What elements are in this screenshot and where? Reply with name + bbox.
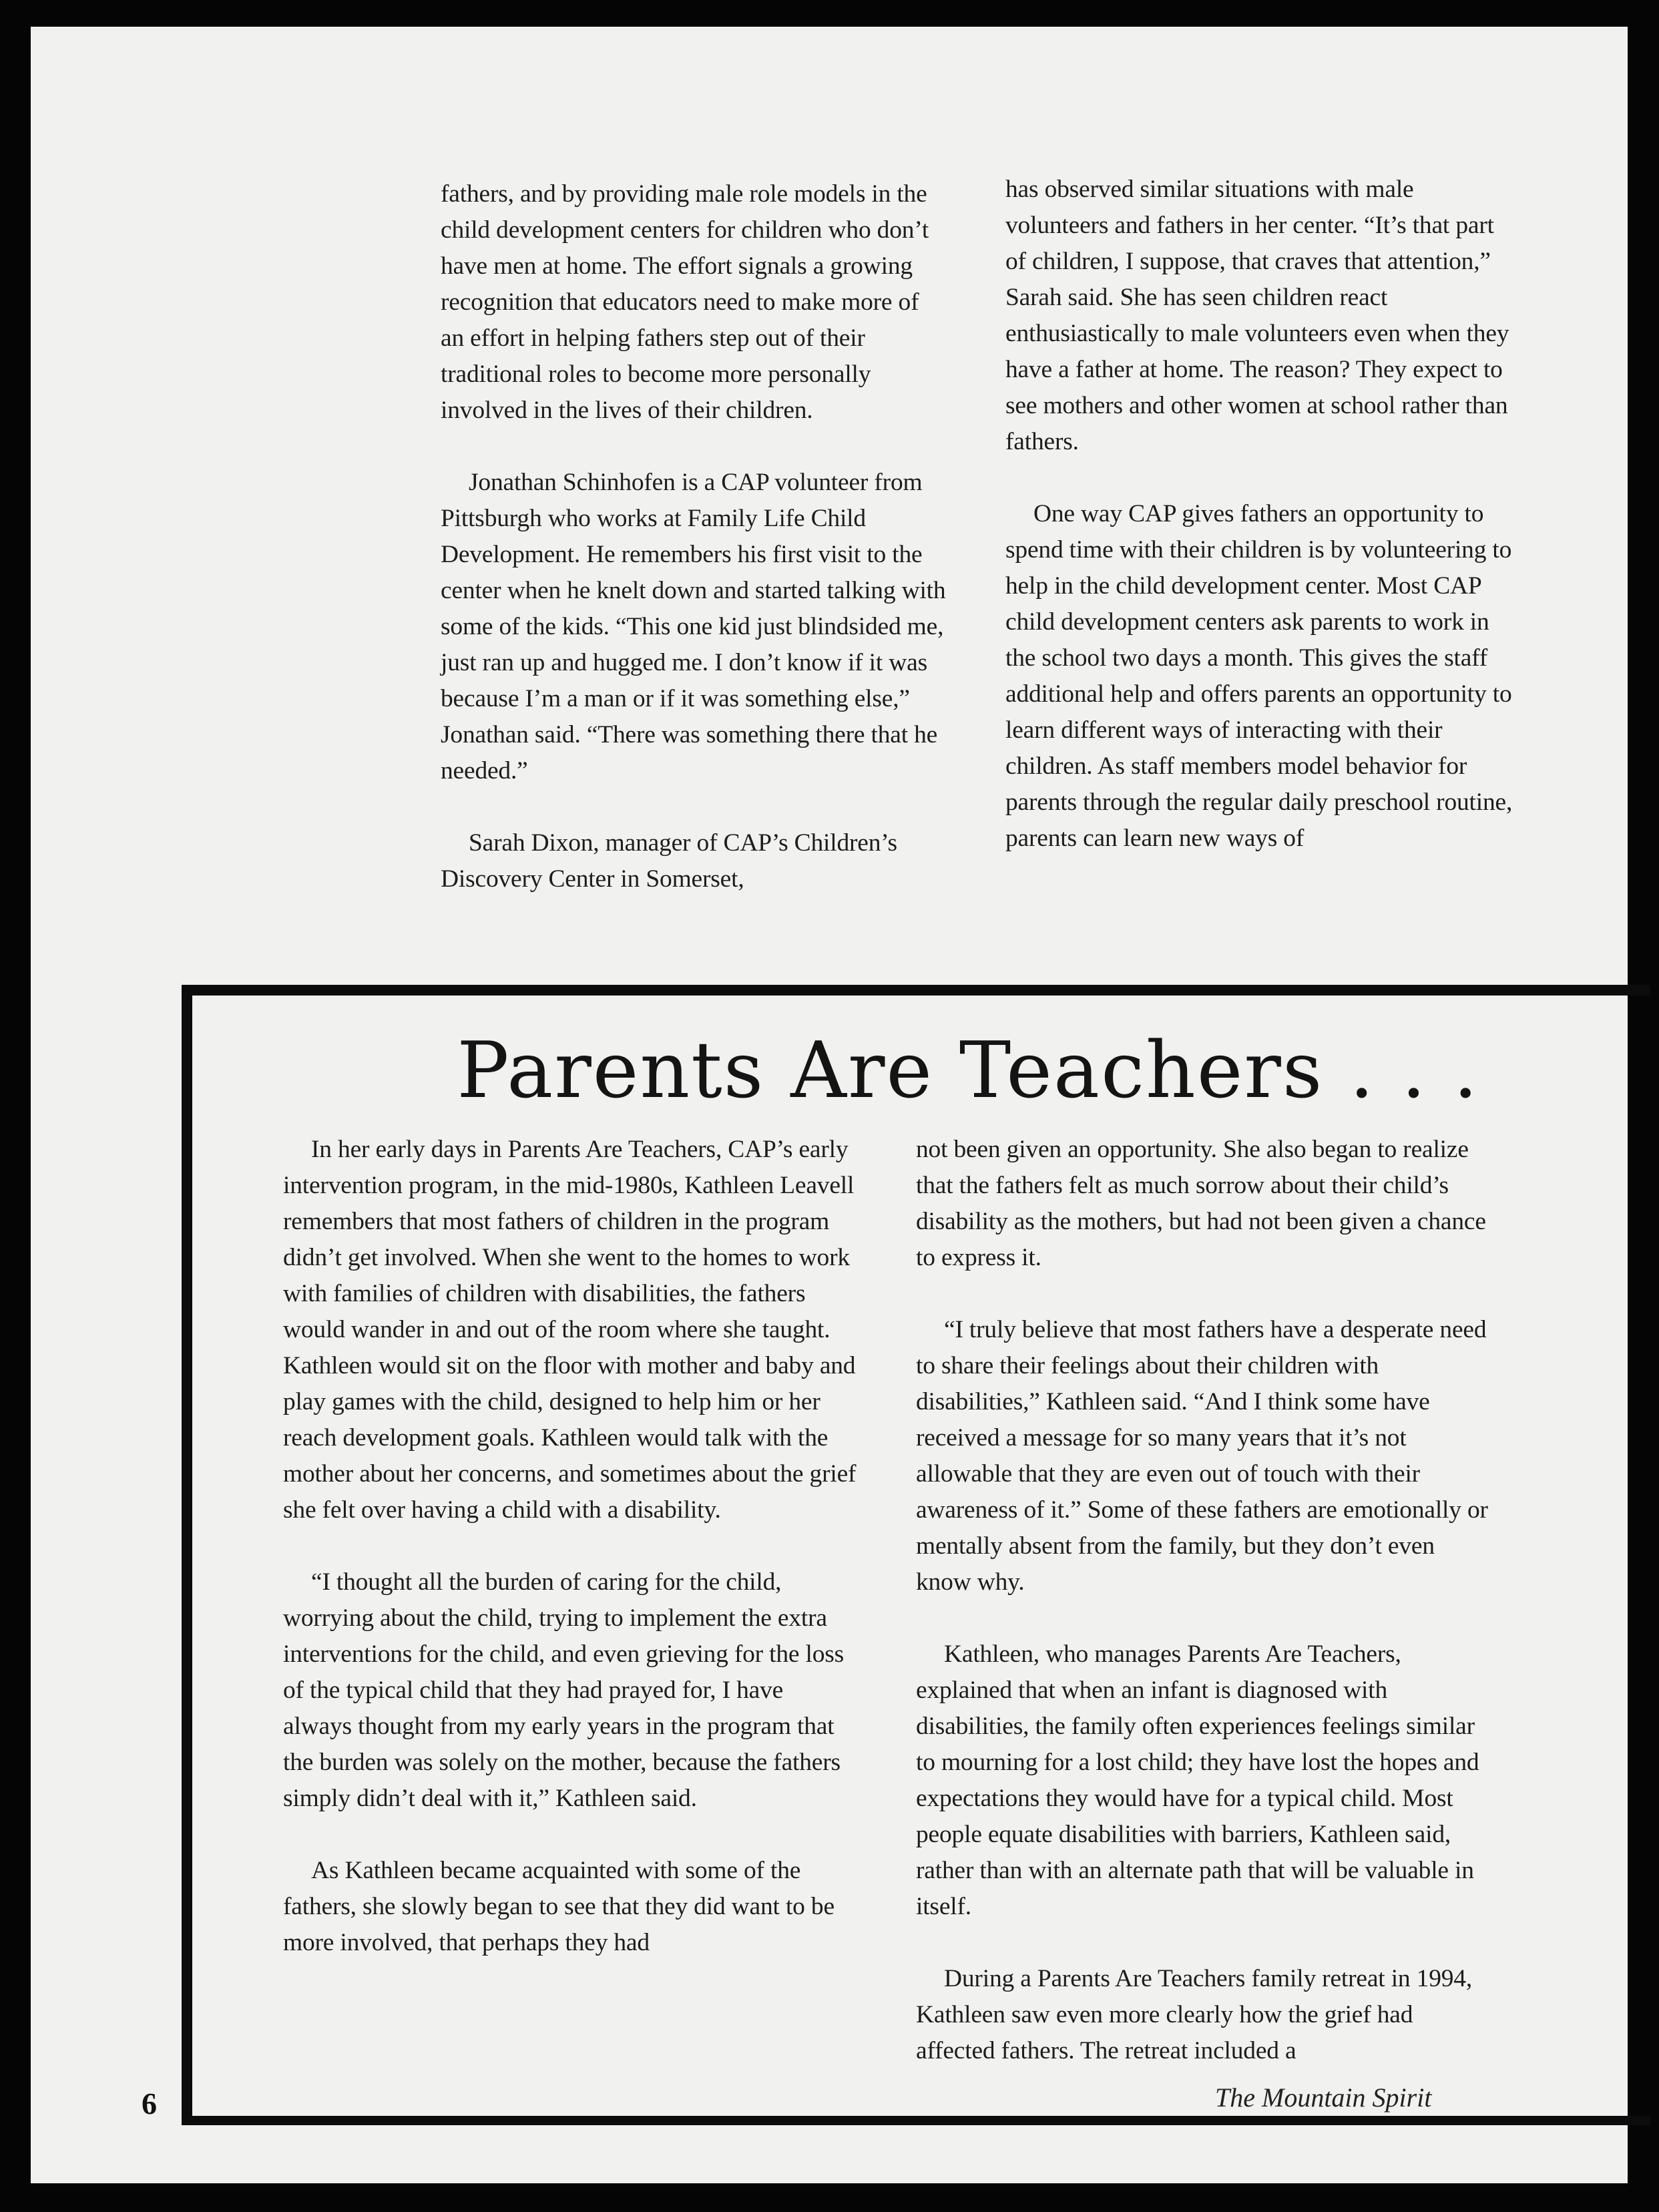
magazine-page	[31, 27, 1628, 2183]
article-paragraph: fathers, and by providing male role models in the child development centers for children who don’t have men at home. The effort signals a growing recognition that educators need to make more of an effort in helping fathers step out of their traditional roles to become more personally involved in the lives of their children.	[441, 180, 929, 424]
article-column-right	[1005, 172, 1513, 857]
sidebar-paragraph: not been given an opportunity. She also began to realize that the fathers felt as much sorrow about their child’s disability as the mothers, but had not been given a chance to express it.	[916, 1136, 1486, 1271]
page-number: 6	[142, 2086, 157, 2121]
article-paragraph: Jonathan Schinhofen is a CAP volunteer from Pittsburgh who works at Family Life Child Development. He remembers his first visit to the center when he knelt down and started talking with some of the kids. “This one kid just blindsided me, just ran up and hugged me. I don’t know if it was because I’m a man or if it was something else,” Jonathan said. “There was something there that he needed.”	[441, 469, 946, 785]
article-column-left	[441, 176, 948, 897]
sidebar-title: Parents Are Teachers . . .	[457, 1026, 1479, 1116]
sidebar-box	[182, 985, 1650, 2125]
sidebar-column-right	[916, 1132, 1490, 2069]
sidebar-column-left	[283, 1132, 857, 1961]
article-paragraph: has observed similar situations with male volunteers and fathers in her center. “It’s that part of children, I suppose, that craves that attention,” Sarah said. She has seen children react enthusiastically to male volunteers even when they have a father at home. The reason? They expect to see mothers and other women at school rather than fathers.	[1005, 176, 1509, 455]
sidebar-paragraph: Kathleen, who manages Parents Are Teachers, explained that when an infant is diagnosed with disabilities, the family often experiences feelings similar to mourning for a lost child; they have lost the hopes and expectations they would have for a typical child. Most people equate disabilities with barriers, Kathleen said, rather than with an alternate path that will be valuable in itself.	[916, 1640, 1479, 1920]
sidebar-paragraph: In her early days in Parents Are Teachers, CAP’s early intervention program, in the mid-1980s, Kathleen Leavell remembers that most fathers of children in the program didn’t get involved. When she went to the homes to work with families of children with disabilities, the fathers would wander in and out of the room where she taught. Kathleen would sit on the floor with mother and baby and play games with the child, designed to help him or her reach development goals. Kathleen would talk with the mother about her concerns, and sometimes about the grief she felt over having a child with a disability.	[283, 1136, 857, 1524]
sidebar-paragraph: During a Parents Are Teachers family retreat in 1994, Kathleen saw even more clearly how the grief had affected fathers. The retreat included a	[916, 1965, 1473, 2064]
magazine-name: The Mountain Spirit	[1215, 2082, 1432, 2113]
sidebar-paragraph: “I truly believe that most fathers have a desperate need to share their feelings about their children with disabilities,” Kathleen said. “And I think some have received a message for so many years that it’s not allowable that they are even out of touch with their awareness of it.” Some of these fathers are emotionally or mentally absent from the family, but they don’t even know why.	[916, 1316, 1488, 1596]
article-paragraph: Sarah Dixon, manager of CAP’s Children’s Discovery Center in Somerset,	[441, 829, 897, 893]
article-paragraph: One way CAP gives fathers an opportunity to spend time with their children is by volunteering to help in the child development center. Most CAP child development centers ask parents to work in the school two days a month. This gives the staff additional help and offers parents an opportunity to learn different ways of interacting with their children. As staff members model behavior for parents through the regular daily preschool routine, parents can learn new ways of	[1005, 500, 1513, 852]
sidebar-paragraph: As Kathleen became acquainted with some of the fathers, she slowly began to see that they did want to be more involved, that perhaps they had	[283, 1857, 835, 1956]
sidebar-paragraph: “I thought all the burden of caring for the child, worrying about the child, trying to implement the extra interventions for the child, and even grieving for the loss of the typical child that they had prayed for, I have always thought from my early years in the program that the burden was solely on the mother, because the fathers simply didn’t deal with it,” Kathleen said.	[283, 1568, 845, 1812]
